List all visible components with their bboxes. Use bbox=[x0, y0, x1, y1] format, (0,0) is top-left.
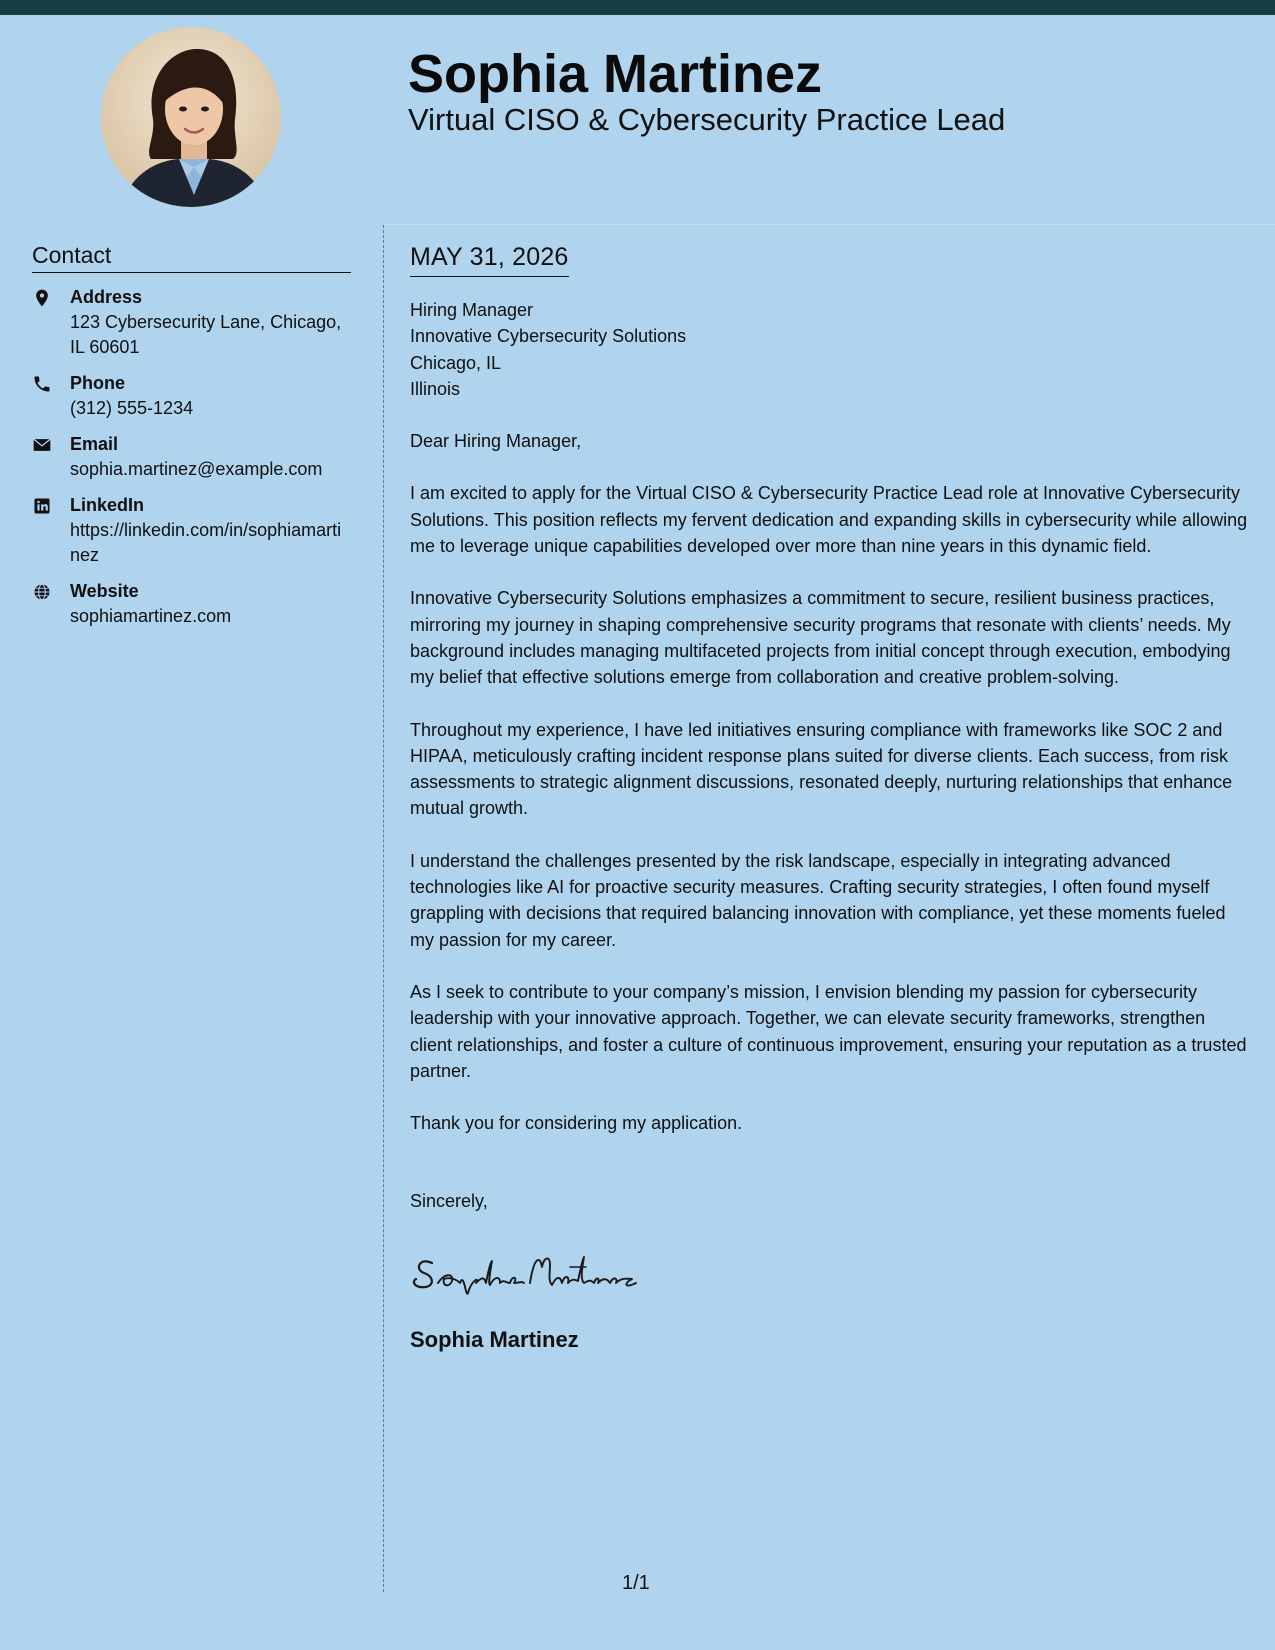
letter-paragraph: Innovative Cybersecurity Solutions emphasizes a commitment to secure, resilient business practices, mirroring my journey in shaping comprehensive security programs that resonate with clients’ needs. My background includes managing multifaceted projects from initial concept through execution, embodying my belief that effective solutions emerge from collaboration and creative problem-solving. bbox=[410, 588, 1231, 688]
contact-item-address bbox=[32, 285, 351, 360]
header-divider bbox=[384, 224, 1275, 225]
contact-sidebar bbox=[32, 240, 351, 640]
linkedin-icon bbox=[32, 493, 70, 516]
contact-value-website[interactable]: sophiamartinez.com bbox=[70, 606, 232, 626]
contact-label-website: Website bbox=[70, 581, 139, 601]
salutation: Dear Hiring Manager, bbox=[410, 431, 582, 452]
page-number: 1/1 bbox=[622, 1572, 650, 1594]
contact-list bbox=[32, 285, 351, 629]
letter-paragraph: I understand the challenges presented by the risk landscape, especially in integrating advanced technologies like AI for proactive security measures. Crafting security strategies, I often found myself grappling with decisions that required balancing innovation with compliance, yet these moments fueled my passion for my career. bbox=[410, 850, 1226, 950]
recipient-line: Illinois bbox=[410, 378, 461, 399]
top-accent-bar bbox=[0, 0, 1275, 15]
recipient-block bbox=[410, 297, 1250, 402]
envelope-icon bbox=[32, 432, 70, 455]
letter-paragraph: I am excited to apply for the Virtual CISO & Cybersecurity Practice Lead role at Innovative Cybersecurity Solutions. This position reflects my fervent dedication and expanding skills in cybersecurity while allowing me to leverage unique capabilities developed over more than nine years in this dynamic field. bbox=[410, 483, 1248, 557]
recipient-line: Innovative Cybersecurity Solutions bbox=[410, 326, 687, 347]
column-divider bbox=[383, 225, 384, 1592]
contact-value-linkedin[interactable]: https://linkedin.com/in/sophiamartinez bbox=[70, 520, 342, 565]
contact-label-address: Address bbox=[70, 287, 143, 307]
letter-body bbox=[410, 240, 1250, 1355]
candidate-title: Virtual CISO & Cybersecurity Practice Lead bbox=[408, 102, 1006, 137]
signer-name: Sophia Martinez bbox=[410, 1326, 579, 1352]
contact-item-website bbox=[32, 579, 351, 629]
recipient-line: Hiring Manager bbox=[410, 300, 534, 320]
letter-date: MAY 31, 2026 bbox=[410, 240, 569, 277]
avatar bbox=[101, 27, 281, 207]
candidate-name: Sophia Martinez bbox=[408, 44, 823, 104]
contact-value-email[interactable]: sophia.martinez@example.com bbox=[70, 459, 323, 479]
recipient-line: Chicago, IL bbox=[410, 352, 502, 373]
contact-label-email: Email bbox=[70, 434, 119, 454]
contact-label-phone: Phone bbox=[70, 373, 126, 393]
profile-photo bbox=[101, 27, 281, 207]
letter-paragraph: Thank you for considering my application. bbox=[410, 1113, 743, 1134]
contact-item-email bbox=[32, 432, 351, 482]
contact-item-phone bbox=[32, 371, 351, 421]
letter-paragraph: As I seek to contribute to your company’s mission, I envision blending my passion for cybersecurity leadership with your innovative approach. Together, we can elevate security frameworks, strengthen client relationships, and foster a culture of continuous improvement, ensuring your reputation as a trusted partner. bbox=[410, 981, 1247, 1081]
contact-value-phone: (312) 555-1234 bbox=[70, 398, 194, 418]
globe-icon bbox=[32, 579, 70, 602]
letter-paragraph: Throughout my experience, I have led initiatives ensuring compliance with frameworks like SOC 2 and HIPAA, meticulously crafting incident response plans suited for diverse clients. Each success, from risk assessments to strategic alignment discussions, resonated deeply, nurturing relationships that enhance mutual growth. bbox=[410, 719, 1233, 819]
contact-item-linkedin bbox=[32, 493, 351, 568]
contact-label-linkedin: LinkedIn bbox=[70, 495, 145, 515]
map-pin-icon bbox=[32, 285, 70, 308]
contact-value-address: 123 Cybersecurity Lane, Chicago, IL 60601 bbox=[70, 312, 342, 357]
contact-heading: Contact bbox=[32, 240, 351, 273]
closing: Sincerely, bbox=[410, 1191, 488, 1212]
handwritten-signature bbox=[410, 1243, 1250, 1299]
phone-icon bbox=[32, 371, 70, 394]
